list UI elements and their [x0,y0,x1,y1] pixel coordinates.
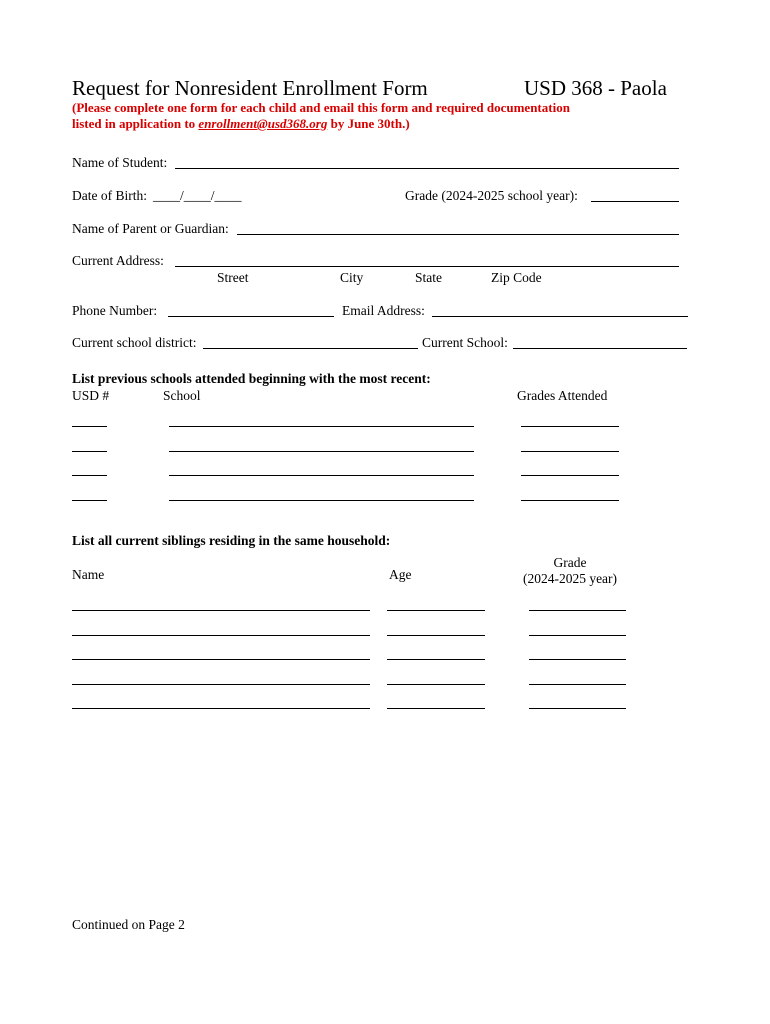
previous-schools-heading: List previous schools attended beginning with the most recent: [72,371,431,386]
sibling-grade-field[interactable] [529,635,626,636]
sibling-grade-field[interactable] [529,708,626,709]
grades-attended-column-header: Grades Attended [517,388,608,403]
instructions-end: by June 30th.) [327,116,410,131]
sibling-age-column-header: Age [389,567,412,582]
student-name-label: Name of Student: [72,155,168,170]
phone-field[interactable] [168,316,334,317]
parent-field[interactable] [237,234,679,235]
sibling-grade-field[interactable] [529,684,626,685]
email-field[interactable] [432,316,688,317]
grades-attended-field[interactable] [521,475,619,476]
school-name-field[interactable] [169,500,474,501]
sibling-name-field[interactable] [72,610,370,611]
grade-label: Grade (2024-2025 school year): [405,188,578,203]
grade-field[interactable] [591,201,679,202]
phone-label: Phone Number: [72,303,158,318]
sibling-name-field[interactable] [72,708,370,709]
state-caption: State [415,270,442,285]
usd-number-field[interactable] [72,426,107,427]
sibling-grade-field[interactable] [529,659,626,660]
dob-label: Date of Birth: [72,188,147,203]
continued-note: Continued on Page 2 [72,917,185,932]
current-school-label: Current School: [422,335,508,350]
usd-number-field[interactable] [72,500,107,501]
school-name-field[interactable] [169,426,474,427]
sibling-name-field[interactable] [72,659,370,660]
address-label: Current Address: [72,253,164,268]
instructions-start: (Please complete one form for each child and email this form and required documentation listed in application to [72,100,570,131]
instructions [72,100,592,132]
sibling-age-field[interactable] [387,635,485,636]
address-field[interactable] [175,266,679,267]
sibling-age-field[interactable] [387,708,485,709]
parent-label: Name of Parent or Guardian: [72,221,229,236]
zip-caption: Zip Code [491,270,542,285]
sibling-grade-field[interactable] [529,610,626,611]
city-caption: City [340,270,364,285]
email-label: Email Address: [342,303,425,318]
grades-attended-field[interactable] [521,451,619,452]
sibling-grade-header-line2: (2024-2025 year) [522,571,618,586]
sibling-age-field[interactable] [387,659,485,660]
usd-column-header: USD # [72,388,110,403]
sibling-age-field[interactable] [387,684,485,685]
school-name-field[interactable] [169,475,474,476]
sibling-age-field[interactable] [387,610,485,611]
sibling-name-field[interactable] [72,635,370,636]
dob-field[interactable]: ____/____/____ [153,188,242,203]
sibling-grade-column-header [516,555,624,587]
student-name-field[interactable] [175,168,679,169]
sibling-name-column-header: Name [72,567,105,582]
district-field[interactable] [203,348,418,349]
school-column-header: School [163,388,201,403]
sibling-grade-header-line1: Grade [553,555,587,570]
usd-number-field[interactable] [72,451,107,452]
enrollment-email-link[interactable]: enrollment@usd368.org [198,116,328,131]
district-label: Current school district: [72,335,197,350]
usd-number-field[interactable] [72,475,107,476]
district-title: USD 368 - Paola [524,76,667,100]
grades-attended-field[interactable] [521,426,619,427]
street-caption: Street [217,270,249,285]
current-school-field[interactable] [513,348,687,349]
siblings-heading: List all current siblings residing in the same household: [72,533,391,548]
grades-attended-field[interactable] [521,500,619,501]
form-title: Request for Nonresident Enrollment Form [72,76,428,100]
sibling-name-field[interactable] [72,684,370,685]
school-name-field[interactable] [169,451,474,452]
